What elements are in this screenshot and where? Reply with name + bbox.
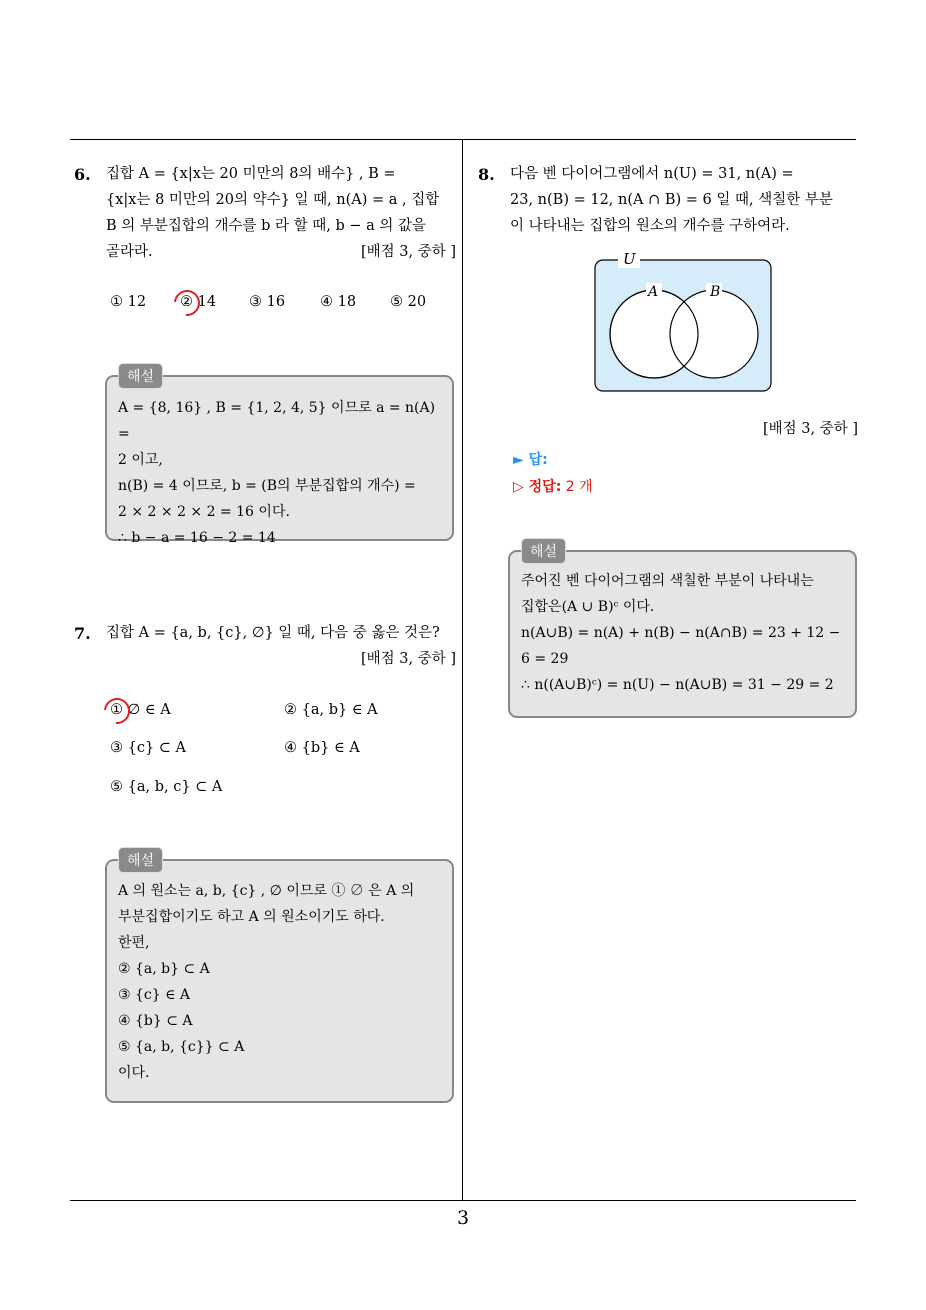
q6-line4: 골라라.: [106, 244, 153, 260]
q8-correct-answer: [513, 476, 593, 496]
q7-explain-line: ③ {c} ∈ A: [118, 987, 191, 1003]
q8-explain-line: 주어진 벤 다이어그램의 색칠한 부분이 나타내는: [521, 573, 814, 589]
q8-correct-value: 2 개: [565, 479, 593, 495]
q8-explain-line: ∴ n((A∪B)ᶜ) = n(U) − n(A∪B) = 31 − 29 = 2: [521, 677, 834, 693]
q8-explanation-text: [521, 568, 849, 698]
q8-correct-label: ▷ 정답:: [513, 479, 562, 495]
q6-explain-line: n(B) = 4 이므로, b = (B의 부분집합의 개수) =: [118, 478, 416, 494]
q7-line1: 집합 A = {a, b, {c}, ∅} 일 때, 다음 중 옳은 것은?: [106, 625, 440, 641]
q7-option-5[interactable]: ⑤ {a, b, c} ⊂ A: [110, 779, 223, 795]
q6-explain-line: A = {8, 16} , B = {1, 2, 4, 5} 이므로 a = n(A) =: [118, 400, 436, 442]
q6-explain-line: 2 × 2 × 2 × 2 = 16 이다.: [118, 504, 290, 520]
q8-explain-line: 6 = 29: [521, 651, 569, 667]
q6-option-1[interactable]: ① 12: [110, 294, 147, 310]
q7-selected-mark-icon: [99, 693, 136, 730]
q8-line2: 23, n(B) = 12, n(A ∩ B) = 6 일 때, 색칠한 부분: [510, 192, 833, 208]
q6-explain-line: 2 이고,: [118, 452, 163, 468]
q7-number: 7.: [74, 624, 91, 643]
q7-option-1[interactable]: ① ∅ ∈ A: [110, 702, 171, 718]
q8-explanation-tag: 해설: [521, 538, 566, 564]
q6-option-4[interactable]: ④ 18: [320, 294, 357, 310]
q8-explain-line: n(A∪B) = n(A) + n(B) − n(A∩B) = 23 + 12 −: [521, 625, 841, 641]
bottom-rule: [70, 1200, 856, 1201]
venn-label-a: A: [648, 284, 659, 300]
page-number: 3: [456, 1207, 470, 1229]
q6-explanation-text: [118, 395, 444, 551]
venn-circle-b: [670, 290, 758, 378]
q6-option-3[interactable]: ③ 16: [249, 294, 286, 310]
q8-text: [510, 161, 858, 239]
q7-explanation-text: [118, 878, 444, 1086]
q6-meta: [배점 3, 중하 ]: [360, 244, 456, 260]
q7-explain-line: 한편,: [118, 935, 150, 951]
q7-meta: [배점 3, 중하 ]: [360, 651, 456, 667]
q7-option-4[interactable]: ④ {b} ∈ A: [284, 740, 360, 756]
q8-line3: 이 나타내는 집합의 원소의 개수를 구하여라.: [510, 218, 790, 234]
q6-explain-line: ∴ b − a = 16 − 2 = 14: [118, 530, 276, 546]
q8-explain-line: 집합은(A ∪ B)ᶜ 이다.: [521, 599, 655, 615]
q7-explain-line: ⑤ {a, b, {c}} ⊂ A: [118, 1039, 245, 1055]
q7-text: [106, 620, 456, 672]
q8-line1: 다음 벤 다이어그램에서 n(U) = 31, n(A) =: [510, 166, 794, 182]
q7-option-3[interactable]: ③ {c} ⊂ A: [110, 740, 187, 756]
q6-selected-mark-icon: [169, 285, 206, 322]
q8-number: 8.: [478, 165, 495, 184]
q6-line2: {x|x는 8 미만의 20의 약수} 일 때, n(A) = a , 집합: [106, 192, 440, 208]
q7-explanation-tag: 해설: [118, 847, 163, 873]
venn-label-u: U: [623, 250, 636, 268]
venn-label-b: B: [710, 284, 721, 300]
q6-option-5[interactable]: ⑤ 20: [390, 294, 427, 310]
q7-explain-line: ② {a, b} ⊂ A: [118, 961, 210, 977]
column-divider: [462, 139, 463, 1201]
q7-explain-line: 부분집합이기도 하고 A 의 원소이기도 하다.: [118, 909, 385, 925]
q6-explanation-tag: 해설: [118, 363, 163, 389]
q6-line1: 집합 A = {x|x는 20 미만의 8의 배수} , B =: [106, 166, 396, 182]
venn-diagram: [590, 248, 775, 396]
q7-explain-line: 이다.: [118, 1065, 150, 1081]
q7-option-2[interactable]: ② {a, b} ∈ A: [284, 702, 378, 718]
q7-explain-line: ④ {b} ⊂ A: [118, 1013, 193, 1029]
q7-explain-line: A 의 원소는 a, b, {c} , ∅ 이므로 ① ∅ 은 A 의: [118, 883, 415, 899]
q6-text: [106, 161, 456, 265]
q8-answer-label: ► 답:: [513, 452, 548, 468]
q8-meta: [배점 3, 중하 ]: [762, 421, 858, 437]
top-rule: [70, 139, 856, 140]
q6-number: 6.: [74, 165, 91, 184]
q6-option-2[interactable]: ② 14: [180, 294, 217, 310]
q6-line3: B 의 부분집합의 개수를 b 라 할 때, b − a 의 값을: [106, 218, 427, 234]
